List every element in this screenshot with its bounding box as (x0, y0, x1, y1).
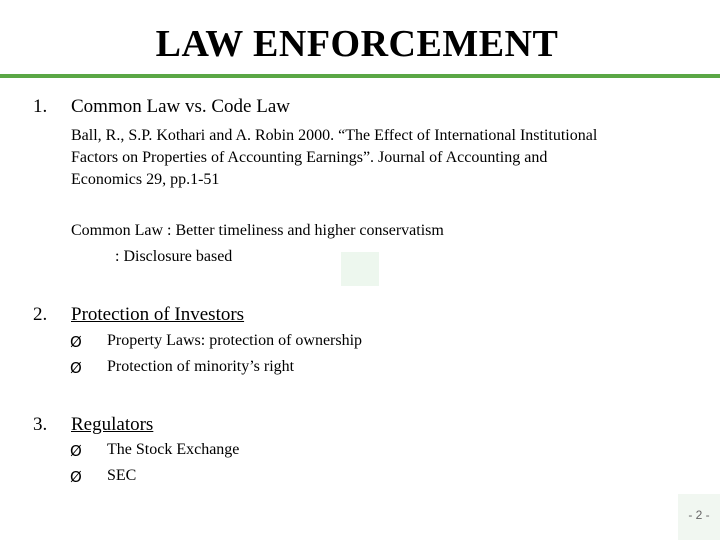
faint-highlight-box (341, 252, 379, 286)
section-2-bullet-1: Property Laws: protection of ownership (107, 332, 363, 349)
title-underline-rule (0, 74, 720, 78)
section-1-note-1: Common Law : Better timeliness and higher conservatism (71, 222, 444, 239)
section-2-number: 2. (33, 304, 48, 325)
page-number: - 2 - (688, 508, 710, 522)
slide-title: LAW ENFORCEMENT (155, 23, 559, 65)
section-3-bullet-1: The Stock Exchange (107, 441, 240, 458)
section-3-number: 3. (33, 414, 48, 435)
section-1-heading: Common Law vs. Code Law (71, 96, 291, 117)
arrow-bullet-icon: Ø (70, 359, 82, 377)
section-1-reference: Ball, R., S.P. Kothari and A. Robin 2000. “The Effect of International Institutional Factors on Properties of Accounting Earnings”. Journal of Accounting and Economics 29, pp.1-51 (71, 127, 598, 188)
arrow-bullet-icon: Ø (70, 333, 82, 351)
section-3-bullet-2: SEC (107, 467, 137, 484)
section-2-heading: Protection of Investors (71, 304, 245, 325)
section-2-bullet-2: Protection of minority’s right (107, 358, 295, 375)
section-1-number: 1. (33, 96, 48, 117)
section-1-note-2: : Disclosure based (115, 248, 233, 265)
arrow-bullet-icon: Ø (70, 468, 82, 486)
arrow-bullet-icon: Ø (70, 442, 82, 460)
section-3-heading: Regulators (71, 414, 154, 435)
